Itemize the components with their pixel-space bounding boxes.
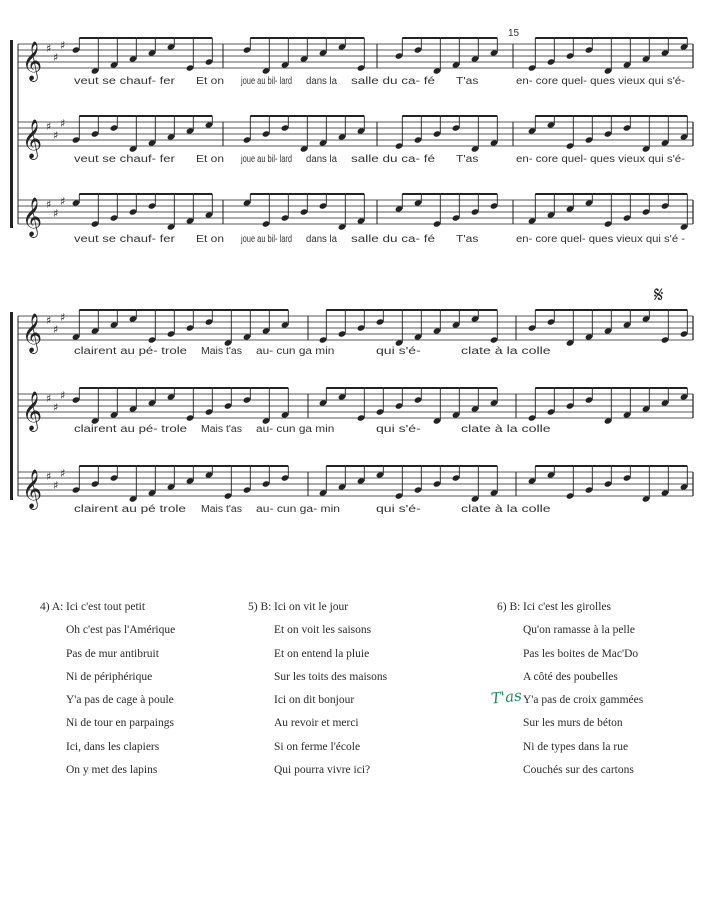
lyric-syllables: dans la [306,76,338,87]
verse-line: Ni de types dans la rue [523,740,629,753]
verse-line: Couchés sur des cartons [523,764,634,777]
sharp-icon: ♯ [60,195,66,208]
sharp-icon: ♯ [46,42,52,55]
verse-line: Ici on vit le jour [274,601,349,613]
lyric-syllables: Et on [196,234,224,245]
treble-clef-icon: 𝄞 [22,391,43,431]
lyric-syllables: T'as [456,76,479,87]
verse-line: Ni de tour en parpaings [66,717,174,730]
lyric-syllables: T'as [456,154,479,165]
verse-line: On y met des lapins [66,764,158,777]
lyric-syllables: clate à la colle [461,346,552,357]
lyric-syllables: en- core quel- ques vieux qui s'é- [516,154,685,165]
system-bracket [10,40,13,228]
sharp-icon: ♯ [60,467,66,480]
lyric-syllables: salle du ca- fé [351,154,436,165]
segno-icon: 𝄋 [654,283,664,308]
treble-clef-icon: 𝄞 [22,119,43,159]
verse-line: Et on voit les saisons [274,624,372,637]
lyric-syllables: Mais t'as [201,504,242,515]
lyric-syllables: clairent au pé- trole [74,346,188,357]
sharp-icon: ♯ [53,479,59,492]
sharp-icon: ♯ [60,389,66,402]
treble-clef-icon: 𝄞 [22,469,43,509]
verse-line: Pas les boites de Mac'Do [523,647,639,660]
system-bracket [10,312,13,500]
verse-number: 6) B: [497,601,521,613]
lyric-syllables: T'as [456,234,479,245]
verse-line: Et on entend la pluie [274,647,370,660]
verse-line: Ni de périphérique [66,670,153,683]
sharp-icon: ♯ [46,392,52,405]
lyric-syllables: clairent au pé trole [74,504,187,515]
handwritten-annotation: T'as [490,686,523,708]
lyric-syllables: joue au bil- lard [240,234,292,245]
lyric-syllables: qui s'é- [376,424,421,435]
lyric-syllables: clate à la colle [461,424,552,435]
sharp-icon: ♯ [53,51,59,64]
sharp-icon: ♯ [46,120,52,133]
measure-number: 15 [508,28,520,39]
sharp-icon: ♯ [46,198,52,211]
lyric-syllables: joue au bil- lard [240,154,292,165]
verse-line: Sur les murs de béton [523,717,623,730]
verse-5 [248,596,387,782]
lyric-syllables: Mais t'as [201,346,242,357]
lyric-syllables: dans la [306,234,338,245]
lyric-syllables: Et on [196,154,224,165]
sharp-icon: ♯ [46,470,52,483]
lyric-syllables: clairent au pé- trole [74,424,188,435]
sharp-icon: ♯ [60,311,66,324]
lyric-syllables: veut se chauf- fer [74,76,176,87]
lyric-syllables: salle du ca- fé [351,76,436,87]
sharp-icon: ♯ [53,129,59,142]
lyric-syllables: en- core quel- ques vieux qui s'é - [516,234,685,245]
verse-line: Y'a pas de cage à poule [66,694,174,707]
lyric-syllables: qui s'é- [376,504,421,515]
verse-number: 4) A: [40,601,64,613]
lyric-syllables: dans la [306,154,338,165]
lyric-syllables: Et on [196,76,224,87]
verse-line: Ici, dans les clapiers [66,740,160,753]
sharp-icon: ♯ [60,117,66,130]
treble-clef-icon: 𝄞 [22,313,43,353]
lyric-syllables: veut se chauf- fer [74,234,176,245]
sharp-icon: ♯ [46,314,52,327]
lyric-syllables: joue au bil- lard [240,76,292,87]
verse-line: Ici c'est tout petit [66,601,146,613]
verse-line: Ici on dit bonjour [274,694,355,707]
treble-clef-icon: 𝄞 [22,197,43,237]
lyric-syllables: au- cun ga- min [256,504,340,515]
verse-number: 5) B: [248,601,272,613]
lyric-syllables: en- core quel- ques vieux qui s'é- [516,76,685,87]
lyric-syllables: clate à la colle [461,504,552,515]
verses-section [0,596,708,796]
verse-line: Qui pourra vivre ici? [274,764,371,777]
verse-line: A côté des poubelles [523,670,618,683]
sharp-icon: ♯ [53,323,59,336]
lyric-syllables: au- cun ga min [256,346,335,357]
verse-line: Y'a pas de croix gammées [523,694,644,707]
verse-line: Oh c'est pas l'Amérique [66,624,176,637]
treble-clef-icon: 𝄞 [22,41,43,81]
sharp-icon: ♯ [60,39,66,52]
lyric-syllables: au- cun ga min [256,424,335,435]
verse-4 [40,596,175,782]
verse-line: Sur les toits des maisons [274,670,388,683]
sharp-icon: ♯ [53,401,59,414]
verse-line: Au revoir et merci [274,717,359,730]
sharp-icon: ♯ [53,207,59,220]
verse-line: Qu'on ramasse à la pelle [523,624,635,637]
lyric-syllables: veut se chauf- fer [74,154,176,165]
verse-line: Ici c'est les girolles [523,601,611,613]
lyric-syllables: Mais t'as [201,424,242,435]
lyric-syllables: qui s'é- [376,346,421,357]
verse-line: Si on ferme l'école [274,740,361,753]
verse-line: Pas de mur antibruit [66,647,159,660]
lyric-syllables: salle du ca- fé [351,234,436,245]
